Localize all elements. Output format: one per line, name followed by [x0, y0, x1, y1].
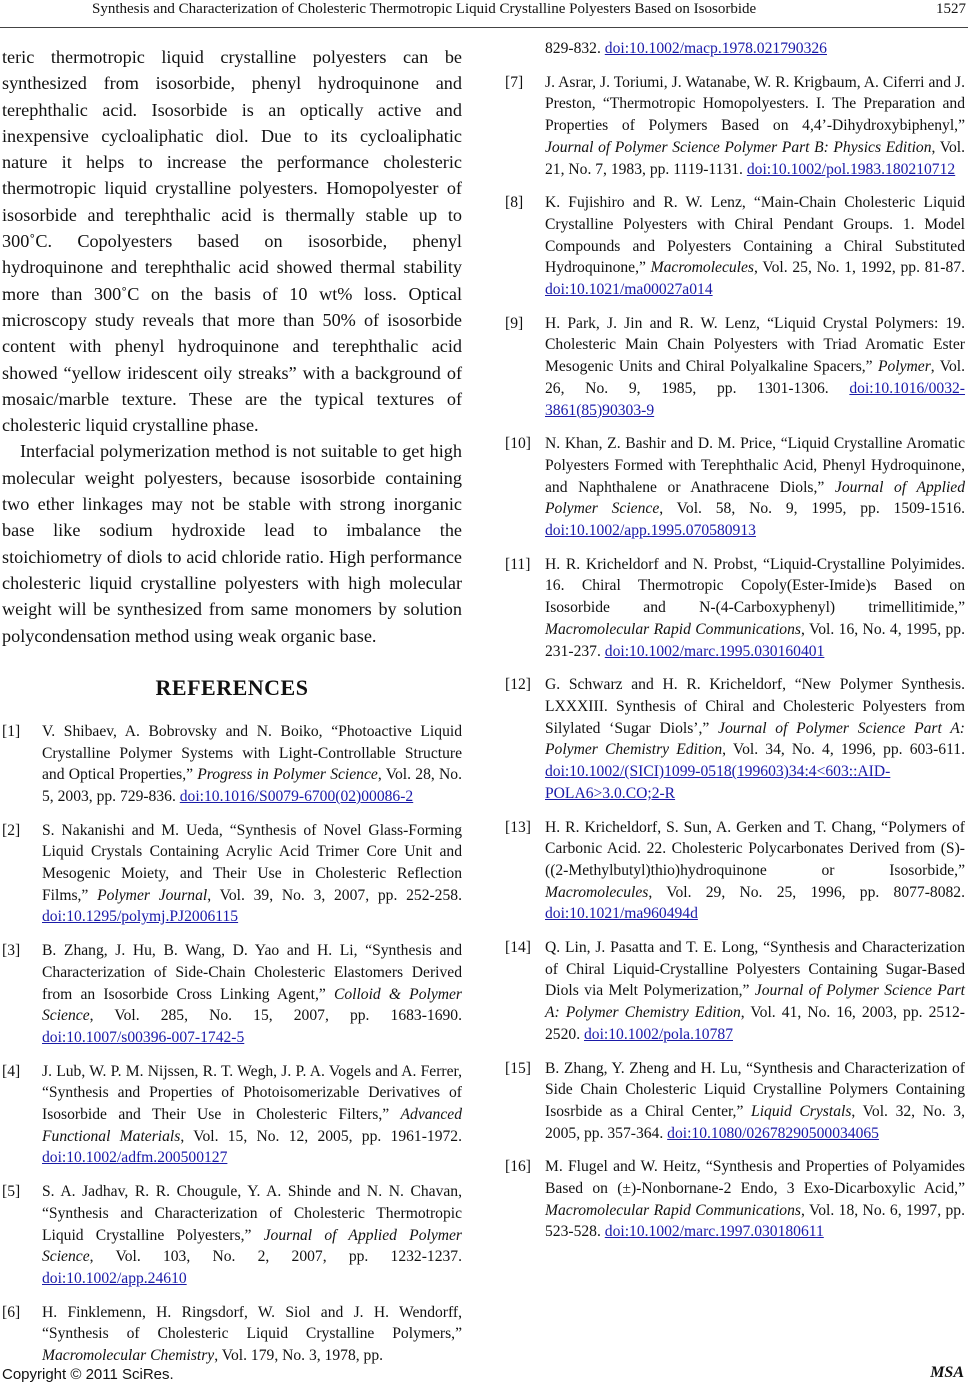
journal-abbrev: MSA [930, 1364, 964, 1381]
doi-link[interactable]: doi:10.1002/pola.10787 [583, 1025, 733, 1043]
copyright-footer: Copyright © 2011 SciRes. [2, 1366, 174, 1383]
reference-number: [16] [505, 1158, 531, 1176]
reference-number: [15] [505, 1059, 531, 1077]
reference-number: [1] [2, 722, 21, 740]
reference-item [505, 192, 965, 301]
doi-link[interactable]: doi:10.1016/S0079-6700(02)00086-2 [179, 787, 414, 805]
reference-number: [3] [2, 942, 21, 960]
doi-link[interactable]: doi:10.1002/adfm.200500127 [42, 1149, 228, 1167]
reference-number: [9] [505, 314, 524, 332]
reference-journal: Advanced Functional Materials [42, 1106, 462, 1145]
page-number: 1527 [936, 1, 966, 17]
reference-details: , Vol. 285, No. 15, 2007, pp. 1683-1690. [89, 1007, 462, 1025]
reference-text: J. Asrar, J. Toriumi, J. Watanabe, W. R. Krigbaum, A. Ciferri and J. Preston, “Thermotropic Homopolyesters. I. The Preparation and Properties of Polymers Based on 4,4’-Dihydroxybiphenyl,” [545, 73, 965, 135]
reference-details: , Vol. 15, No. 12, 2005, pp. 1961-1972. [180, 1127, 462, 1145]
reference-item [2, 820, 462, 929]
reference-journal: Macromolecules [650, 259, 754, 277]
reference-item [505, 817, 965, 926]
reference-text: M. Flugel and W. Heitz, “Synthesis and Properties of Polyamides Based on (±)-Nonbornane-2 Endo, 3 Exo-Dicarboxylic Acid,” [545, 1158, 965, 1198]
reference-details: , Vol. 179, No. 3, 1978, pp. [214, 1347, 384, 1365]
reference-journal: Journal of Applied Polymer Science [545, 478, 965, 518]
reference-item [505, 433, 965, 542]
reference-details: , Vol. 28, No. 5, 2003, pp. 729-836. [42, 766, 462, 805]
references-heading: REFERENCES [155, 674, 309, 700]
reference-text: S. A. Jadhav, R. R. Chougule, Y. A. Shinde and N. N. Chavan, “Synthesis and Characterization of Cholesteric Thermotropic Liquid Crystalline Polyesters,” [42, 1183, 462, 1244]
reference-text: B. Zhang, Y. Zheng and H. Lu, “Synthesis and Characterization of Side Chain Cholesteric Liquid Crystalline Polymers Containing Isosrbide as a Chiral Center,” [545, 1059, 965, 1120]
body-paragraph: teric thermotropic liquid crystalline polyesters can be synthesized from isosorbide, phenyl hydroquinone and terephthalic acid. Isosorbide is an optically active and inexpensive cycloaliphatic diol. Due to its cycloaliphatic nature it helps to increase the performance cholesteric thermotropic liquid crystalline polyesters. Homopolyester of isosorbide and terephthalic acid is thermally stable up to 300˚C. Copolyesters based on isosorbide, phenyl hydroquinone and terephthalic acid showed thermal stability more than 300˚C on the basis of 10 wt% loss. Optical microscopy study reveals that more than 50% of isosorbide content with phenyl hydroquinone and terephthalic acid showed “yellow iridescent oily streaks” with a background of mosaic/marble texture. These are the typical textures of cholesteric liquid crystalline phase. [2, 47, 462, 436]
reference-journal: Polymer Journal [97, 886, 208, 904]
reference-text: G. Schwarz and H. R. Kricheldorf, “New Polymer Synthesis. LXXXIII. Synthesis of Chiral and Cholesteric Polyesters from Silylated ‘Sugar Diols’,” [545, 676, 965, 737]
reference-item [505, 313, 965, 422]
reference-details: , Vol. 29, No. 25, 1996, pp. 8077-8082. [648, 883, 965, 901]
doi-link[interactable]: doi:10.1002/marc.1995.030160401 [604, 642, 825, 660]
reference-item [505, 937, 965, 1046]
reference-number: [2] [2, 821, 21, 839]
reference-text: J. Lub, W. P. M. Nijssen, R. T. Wegh, J. P. A. Vogels and A. Ferrer, “Synthesis and Properties of Photoisomerizable Derivatives of Isosorbide and Their Use in Cholesteric Filters,” [42, 1062, 462, 1124]
references-list-left [2, 721, 462, 1367]
reference-journal: Macromolecular Rapid Communications [545, 1201, 801, 1219]
doi-link[interactable]: doi:10.1002/pol.1983.180210712 [746, 160, 956, 178]
reference-journal: Progress in Polymer Science [197, 766, 378, 784]
reference-journal: Journal of Polymer Science Part A: Polymer Chemistry Edition [545, 719, 965, 759]
reference-journal: Colloid & Polymer Science [42, 985, 463, 1025]
reference-text: K. Fujishiro and R. W. Lenz, “Main-Chain Cholesteric Liquid Crystalline Polyesters with Chiral Pendant Groups. 1. Model Compounds and Polyesters Containing a Chiral Substituted Hydroquinone,” [545, 194, 965, 277]
reference-text: Q. Lin, J. Pasatta and T. E. Long, “Synthesis and Characterization of Chiral Liquid-Crystalline Polyesters Containing Sugar-Based Diols via Melt Polymerization,” [545, 939, 965, 1000]
doi-link[interactable]: doi:10.1016/0032-3861(85)90303-9 [545, 379, 965, 419]
doi-link[interactable]: doi:10.1295/polymj.PJ2006115 [42, 908, 239, 926]
reference-item [2, 1061, 462, 1170]
reference-number: [7] [505, 73, 524, 91]
reference-text: H. Park, J. Jin and R. W. Lenz, “Liquid Crystal Polymers: 19. Cholesteric Main Chain Polyesters with Triad Aromatic Ester Mesogenic Units and Chiral Polyalkaline Spacers,” [545, 314, 965, 376]
reference-details: , Vol. 39, No. 3, 2007, pp. 252-258. [207, 886, 462, 904]
reference-item [505, 554, 965, 663]
reference-item [505, 38, 965, 60]
reference-journal: Journal of Polymer Science Part A: Polymer Chemistry Edition [545, 982, 965, 1022]
running-head-title: Synthesis and Characterization of Cholesteric Thermotropic Liquid Crystalline Polyesters Based on Isosorbide [92, 1, 757, 17]
doi-link[interactable]: doi:10.1002/macp.1978.021790326 [604, 40, 827, 57]
reference-text: H. R. Kricheldorf, S. Sun, A. Gerken and T. Chang, “Polymers of Carbonic Acid. 22. Cholesteric Polycarbonates Derived from (S)-((2-Methylbutyl)thio)hydroquinone or Isosorbide,” [545, 818, 965, 879]
reference-text: N. Khan, Z. Bashir and D. M. Price, “Liquid Crystalline Aromatic Polyesters Formed with Terephthalic Acid, Phenyl Hydroquinone, and Naphthalene or Anathracene Diols,” [545, 435, 965, 496]
doi-link[interactable]: doi:10.1080/02678290500034065 [667, 1124, 879, 1142]
running-head [0, 0, 968, 24]
doi-link[interactable]: doi:10.1002/(SICI)1099-0518(199603)34:4<603::AID-POLA6>3.0.CO;2-R [545, 763, 891, 802]
reference-journal: Journal of Polymer Science Polymer Part B: Physics Edition [545, 138, 932, 156]
reference-journal: Liquid Crystals [751, 1102, 852, 1120]
reference-text: S. Nakanishi and M. Ueda, “Synthesis of Novel Glass-Forming Liquid Crystals Containing Acrylic Acid Trimer Core Unit and Mesogenic Moiety, and Their Use in Cholesteric Reflection Films,” [42, 821, 462, 904]
reference-number: [8] [505, 194, 524, 212]
doi-link[interactable]: doi:10.1002/marc.1997.030180611 [604, 1223, 824, 1241]
reference-details: , Vol. 16, No. 4, 1995, pp. 231-237. [545, 620, 965, 660]
reference-text: V. Shibaev, A. Bobrovsky and N. Boiko, “Photoactive Liquid Crystalline Polymer Systems with Light-Controllable Structure and Optical Properties,” [42, 722, 462, 784]
right-column [505, 38, 965, 1255]
reference-details: , Vol. 25, No. 1, 1992, pp. 81-87. [754, 259, 965, 277]
reference-item [2, 1302, 462, 1367]
reference-number: [11] [505, 555, 531, 573]
reference-details: , Vol. 58, No. 9, 1995, pp. 1509-1516. [659, 500, 965, 518]
reference-details: , Vol. 103, No. 2, 2007, pp. 1232-1237. [89, 1248, 462, 1266]
reference-item [505, 674, 965, 804]
reference-item [505, 72, 965, 181]
doi-link[interactable]: doi:10.1002/app.1995.070580913 [545, 522, 756, 540]
reference-journal: Polymer [877, 358, 931, 376]
reference-number: [5] [2, 1183, 21, 1201]
reference-number: [13] [505, 818, 531, 836]
header-rule [0, 27, 968, 28]
reference-details: , Vol. 32, No. 3, 2005, pp. 357-364. [545, 1102, 965, 1142]
reference-journal: Journal of Applied Polymer Science [42, 1226, 462, 1266]
references-list-right [505, 38, 965, 1243]
reference-item [2, 940, 462, 1049]
reference-details: , Vol. 41, No. 16, 2003, pp. 2512-2520. [545, 1004, 965, 1043]
left-column [2, 44, 462, 1379]
reference-number: [10] [505, 435, 531, 453]
reference-text: 829-832. [545, 40, 605, 57]
reference-item [2, 721, 462, 808]
body-paragraph: Interfacial polymerization method is not suitable to get high molecular weight polyesters, because isosorbide containing two ether linkages may not be stable with strong inorganic base like sodium hydroxide lead to imbalance the stoichiometry of diols to acid chloride ratio. High performance cholesteric liquid crystalline polyesters with high molecular weight will be synthesized from same monomers by solution polycondensation method using weak organic base. [2, 441, 462, 646]
reference-number: [12] [505, 676, 531, 694]
reference-details: , Vol. 21, No. 7, 1983, pp. 1119-1131. [545, 138, 965, 178]
doi-link[interactable]: doi:10.1002/app.24610 [42, 1270, 187, 1287]
reference-number: [14] [505, 939, 531, 957]
reference-text: H. R. Kricheldorf and N. Probst, “Liquid-Crystalline Polyimides. 16. Chiral Thermotropic Copoly(Ester-Imide)s Based on Isosorbide and N-(4-Carboxyphenyl) trimellitimide,” [545, 555, 965, 617]
doi-link[interactable]: doi:10.1021/ma00027a014 [545, 281, 713, 299]
reference-journal: Macromolecular Chemistry [42, 1347, 215, 1365]
doi-link[interactable]: doi:10.1021/ma960494d [545, 905, 698, 923]
doi-link[interactable]: doi:10.1007/s00396-007-1742-5 [42, 1028, 245, 1046]
reference-details: , Vol. 34, No. 4, 1996, pp. 603-611. [722, 741, 966, 759]
reference-number: [4] [2, 1062, 21, 1080]
reference-number: [6] [2, 1303, 21, 1321]
reference-details: , Vol. 18, No. 6, 1997, pp. 523-528. [545, 1201, 965, 1241]
reference-text: H. Finklemenn, H. Ringsdorf, W. Siol and J. H. Wendorff, “Synthesis of Cholesteric Liquid Crystalline Polymers,” [42, 1303, 462, 1343]
reference-text: B. Zhang, J. Hu, B. Wang, D. Yao and H. Li, “Synthesis and Characterization of Side-Chain Cholesteric Elastomers Derived from an Isosorbide Cross Linking Agent,” [42, 942, 462, 1003]
reference-item [2, 1181, 462, 1290]
reference-item [505, 1058, 965, 1145]
reference-details: , Vol. 26, No. 9, 1985, pp. 1301-1306. [545, 358, 965, 397]
reference-journal: Macromolecular Rapid Communications [545, 620, 801, 638]
reference-item [505, 1156, 965, 1243]
reference-journal: Macromolecules [545, 883, 649, 901]
